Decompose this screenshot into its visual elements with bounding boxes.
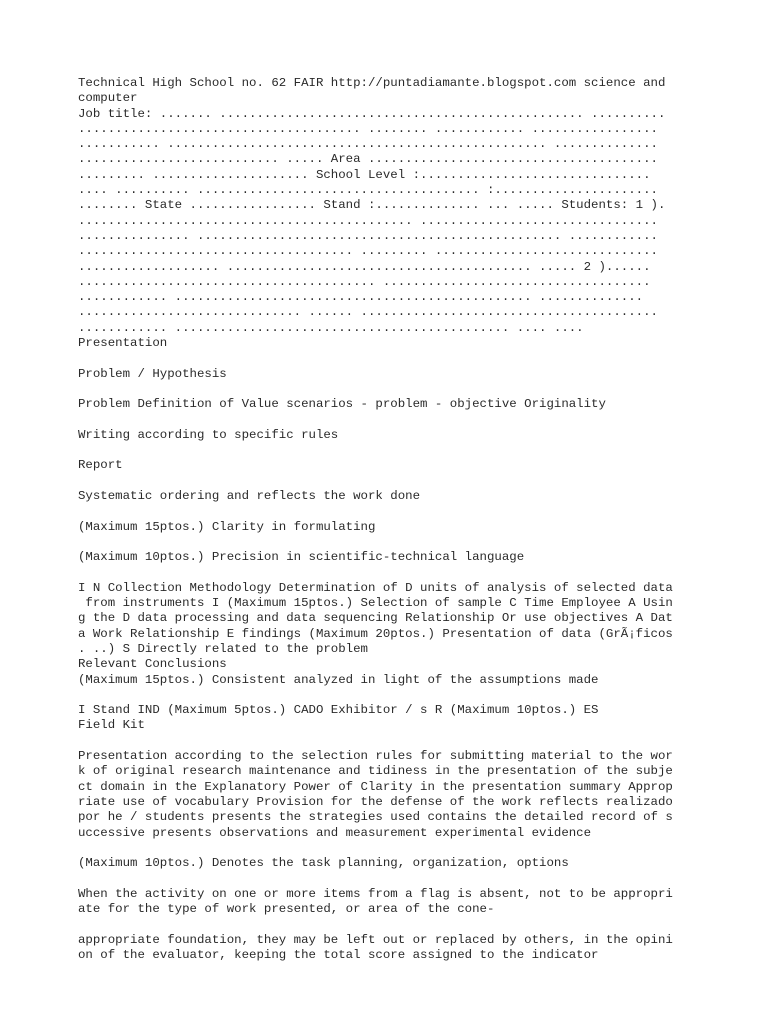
area-line: ........................... ..... Area ....................................... <box>78 152 658 167</box>
form-line: ............................................. ................................ <box>78 213 658 228</box>
document-text <box>78 76 698 963</box>
methodology-line: I N Collection Methodology Determination of D units of analysis of selected data <box>78 580 673 595</box>
form-line: ........................................ .................................... <box>78 274 651 289</box>
job-title-line: Job title: ....... ................................................. .......... <box>78 106 666 121</box>
absent-activity-line: ate for the type of work presented, or area of the cone- <box>78 902 495 917</box>
methodology-line: a Work Relationship E findings (Maximum 20ptos.) Presentation of data (GrÃ¡ficos <box>78 626 673 641</box>
absent-activity-block <box>78 887 698 918</box>
presentation-rules-line: k of original research maintenance and tidiness in the presentation of the subje <box>78 764 673 779</box>
presentation-heading: Presentation <box>78 336 168 351</box>
methodology-block <box>78 581 698 688</box>
header-block <box>78 76 698 336</box>
form-line: ...................................... ........ ............ ................. <box>78 121 658 136</box>
methodology-line: (Maximum 15ptos.) Consistent analyzed in light of the assumptions made <box>78 672 599 687</box>
form-line: ............... ................................................. ............ <box>78 228 658 243</box>
form-line: ................... ......................................... ..... 2 )...... <box>78 259 651 274</box>
foundation-block <box>78 933 698 964</box>
form-line: .... .......... ...................................... :...................... <box>78 183 658 198</box>
systematic-ordering: Systematic ordering and reflects the work done <box>78 489 421 504</box>
state-stand-line: ........ State ................. Stand :.............. ... ..... Students: 1 ). <box>78 198 666 213</box>
precision-language: (Maximum 10ptos.) Precision in scientific-technical language <box>78 550 525 565</box>
methodology-line: g the D data processing and data sequencing Relationship Or use objectives A Dat <box>78 611 673 626</box>
presentation-rules-line: ct domain in the Explanatory Power of Clarity in the presentation summary Approp <box>78 779 673 794</box>
writing-rules: Writing according to specific rules <box>78 427 339 442</box>
foundation-line: on of the evaluator, keeping the total score assigned to the indicator <box>78 947 599 962</box>
stand-block <box>78 703 698 734</box>
field-kit: Field Kit <box>78 718 145 733</box>
form-line: ........... ................................................... .............. <box>78 137 658 152</box>
form-line: ............ ................................................ .............. <box>78 290 644 305</box>
presentation-rules-line: por he / students presents the strategies used contains the detailed record of s <box>78 810 673 825</box>
presentation-rules-block <box>78 749 698 841</box>
absent-activity-line: When the activity on one or more items from a flag is absent, not to be appropri <box>78 886 673 901</box>
task-planning: (Maximum 10ptos.) Denotes the task planning, organization, options <box>78 856 569 871</box>
school-level-line: ......... ..................... School Level :............................... <box>78 167 651 182</box>
form-line: ............ ............................................. .... .... <box>78 320 584 335</box>
relevant-conclusions: Relevant Conclusions <box>78 657 227 672</box>
methodology-line: . ..) S Directly related to the problem <box>78 641 368 656</box>
clarity-formulating: (Maximum 15ptos.) Clarity in formulating <box>78 519 376 534</box>
methodology-line: from instruments I (Maximum 15ptos.) Selection of sample C Time Employee A Usin <box>78 596 673 611</box>
presentation-rules-line: riate use of vocabulary Provision for the defense of the work reflects realizado <box>78 794 673 809</box>
foundation-line: appropriate foundation, they may be left out or replaced by others, in the opini <box>78 932 673 947</box>
form-line: .............................. ...... ........................................ <box>78 305 658 320</box>
presentation-rules-line: Presentation according to the selection rules for submitting material to the wor <box>78 749 673 764</box>
header-line: computer <box>78 91 138 106</box>
form-line: ..................................... ......... .............................. <box>78 244 658 259</box>
stand-line: I Stand IND (Maximum 5ptos.) CADO Exhibitor / s R (Maximum 10ptos.) ES <box>78 703 599 718</box>
presentation-rules-line: uccessive presents observations and measurement experimental evidence <box>78 825 592 840</box>
problem-definition: Problem Definition of Value scenarios - problem - objective Originality <box>78 397 606 412</box>
problem-hypothesis: Problem / Hypothesis <box>78 366 227 381</box>
header-line: Technical High School no. 62 FAIR http://puntadiamante.blogspot.com science and <box>78 76 666 90</box>
report-heading: Report <box>78 458 123 473</box>
